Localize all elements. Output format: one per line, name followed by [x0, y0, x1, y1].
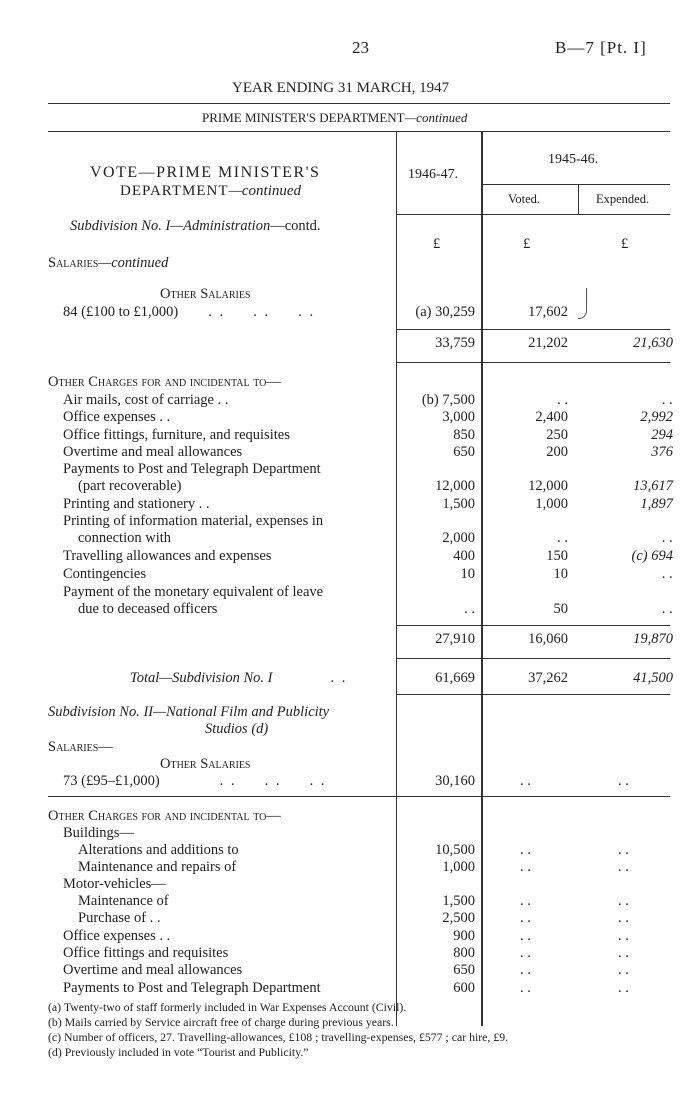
charge-expended: . .: [618, 893, 629, 909]
charge-1946: 2,500: [442, 910, 475, 926]
column-rule-1: [396, 131, 397, 1026]
row-84-1946: (a) 30,259: [415, 304, 475, 320]
charge-1946: (b) 7,500: [421, 392, 475, 408]
charge-expended: . .: [618, 859, 629, 875]
charge-1946: 400: [453, 548, 475, 564]
charge-expended: . .: [618, 945, 629, 961]
column-1945-46: 1945-46.: [548, 152, 599, 167]
pound-sign-voted: £: [523, 236, 531, 252]
footnote: (a) Twenty-two of staff formerly included in War Expenses Account (Civil).: [48, 1000, 407, 1014]
other-charges-total-voted: 16,060: [528, 631, 568, 647]
voted-header-rule: [481, 184, 670, 185]
charge-1946: 3,000: [442, 409, 475, 425]
charge-expended: 2,992: [640, 409, 673, 425]
column-voted: Voted.: [508, 192, 541, 206]
charge-label-cont: due to deceased officers: [78, 601, 218, 617]
column-rule-2: [481, 131, 483, 1026]
charge-voted: . .: [557, 392, 568, 408]
other-charges-total-1946: 27,910: [435, 631, 475, 647]
subdivision-2-title-line1: Subdivision No. II—National Film and Publicity: [48, 704, 330, 720]
charge-voted: 2,400: [535, 409, 568, 425]
charge-expended: 376: [651, 444, 673, 460]
subdivision-2-title-line2: Studios (d): [205, 721, 269, 737]
charge-voted: . .: [520, 842, 531, 858]
salaries-heading: Salaries—continued: [48, 255, 169, 271]
charge-label: Purchase of . .: [78, 910, 161, 926]
charge-expended: . .: [618, 842, 629, 858]
row-73-1946: 30,160: [435, 773, 475, 789]
charge-label: Printing of information material, expenses in: [63, 513, 324, 529]
document-reference: B—7 [Pt. I]: [555, 38, 647, 57]
year-title: YEAR ENDING 31 MARCH, 1947: [232, 80, 450, 96]
salaries-total-1946: 33,759: [435, 335, 475, 351]
header-rule: [48, 103, 670, 104]
charge-1946: 2,000: [442, 530, 475, 546]
charge-1946: 1,500: [442, 496, 475, 512]
salaries-total-expended: 21,630: [633, 335, 673, 351]
footnote: (b) Mails carried by Service aircraft free of charge during previous years.: [48, 1015, 394, 1029]
charge-label: Office fittings and requisites: [63, 945, 229, 961]
charge-1946: 600: [453, 980, 475, 996]
charge-voted: . .: [520, 945, 531, 961]
row-73-expended: . .: [618, 773, 629, 789]
brace: [578, 288, 587, 319]
subdivision-2-salaries: Salaries—: [48, 739, 113, 755]
charge-expended: 13,617: [633, 478, 673, 494]
footnote: (d) Previously included in vote “Tourist and Publicity.”: [48, 1045, 309, 1059]
charge-voted: 250: [546, 427, 568, 443]
subdivision-1-total-expended: 41,500: [633, 670, 673, 686]
motor-vehicles-heading: Motor-vehicles—: [63, 876, 166, 892]
row-84-label: 84 (£100 to £1,000) . . . . . .: [63, 304, 316, 320]
section-rule: [48, 796, 670, 797]
other-charges-total-expended: 19,870: [633, 631, 673, 647]
charge-label: Office expenses . .: [63, 928, 171, 944]
charge-voted: . .: [520, 980, 531, 996]
subdivision-1-total-voted: 37,262: [528, 670, 568, 686]
charge-1946: 850: [453, 427, 475, 443]
charge-1946: 900: [453, 928, 475, 944]
charge-1946: . .: [464, 601, 475, 617]
row-73-label: 73 (£95–£1,000) . . . . . .: [63, 773, 327, 789]
charge-expended: . .: [662, 530, 673, 546]
charge-1946: 10: [460, 566, 475, 582]
charge-voted: 200: [546, 444, 568, 460]
column-expended: Expended.: [596, 192, 650, 206]
salaries-total-rule: [396, 329, 670, 330]
subtotal-rule: [396, 658, 670, 659]
charge-1946: 1,500: [442, 893, 475, 909]
row-73-voted: . .: [520, 773, 531, 789]
buildings-heading: Buildings—: [63, 825, 134, 841]
charge-1946: 650: [453, 444, 475, 460]
charge-voted: 50: [553, 601, 568, 617]
pound-sign-1946: £: [433, 236, 441, 252]
subdivision-1-total-1946: 61,669: [435, 670, 475, 686]
subdivision-1-total-label: Total—Subdivision No. I . .: [130, 670, 348, 686]
charge-expended: . .: [618, 910, 629, 926]
department-title: PRIME MINISTER'S DEPARTMENT—continued: [202, 110, 468, 125]
charge-expended: . .: [618, 928, 629, 944]
charge-label: Contingencies: [63, 566, 146, 582]
charge-label: Alterations and additions to: [78, 842, 239, 858]
charge-label-cont: (part recoverable): [78, 478, 182, 494]
charge-voted: . .: [520, 859, 531, 875]
charge-expended: . .: [662, 392, 673, 408]
subdivision-2-other-salaries: Other Salaries: [160, 756, 251, 772]
charge-label: Maintenance of: [78, 893, 169, 909]
charge-expended: 1,897: [640, 496, 673, 512]
charge-1946: 10,500: [435, 842, 475, 858]
column-header-rule: [396, 214, 670, 215]
charge-voted: . .: [520, 962, 531, 978]
charge-label: Payments to Post and Telegraph Department: [63, 461, 321, 477]
charge-expended: (c) 694: [631, 548, 673, 564]
table-top-rule: [48, 131, 670, 132]
charge-label: Overtime and meal allowances: [63, 444, 243, 460]
charge-1946: 12,000: [435, 478, 475, 494]
charge-1946: 650: [453, 962, 475, 978]
column-1946-47: 1946-47.: [408, 167, 459, 182]
other-charges-total-rule: [396, 625, 670, 626]
charge-label: Payment of the monetary equivalent of leave: [63, 584, 324, 600]
charge-voted: . .: [557, 530, 568, 546]
vote-title-line1: VOTE—PRIME MINISTER'S: [90, 164, 321, 181]
subdivision-2-other-charges: Other Charges for and incidental to—: [48, 808, 281, 824]
row-84-voted: 17,602: [528, 304, 568, 320]
charge-voted: 150: [546, 548, 568, 564]
charge-1946: 1,000: [442, 859, 475, 875]
charge-voted: 12,000: [528, 478, 568, 494]
charge-expended: . .: [662, 601, 673, 617]
charge-label: Payments to Post and Telegraph Department: [63, 980, 321, 996]
footnote: (c) Number of officers, 27. Travelling-allowances, £108 ; travelling-expenses, £577 ; car hire, £9.: [48, 1030, 509, 1044]
charge-voted: . .: [520, 910, 531, 926]
total-rule: [396, 694, 670, 695]
charge-label: Office fittings, furniture, and requisites: [63, 427, 290, 443]
vote-title-line2: DEPARTMENT—continued: [120, 183, 302, 199]
salaries-total-rule-bottom: [396, 362, 670, 363]
charge-label: Office expenses . .: [63, 409, 171, 425]
charge-voted: . .: [520, 893, 531, 909]
charge-label: Maintenance and repairs of: [78, 859, 237, 875]
salaries-total-voted: 21,202: [528, 335, 568, 351]
charge-label: Travelling allowances and expenses: [63, 548, 272, 564]
other-charges-heading: Other Charges for and incidental to—: [48, 374, 281, 390]
charge-label: Air mails, cost of carriage . .: [63, 392, 229, 408]
charge-label: Printing and stationery . .: [63, 496, 210, 512]
charge-expended: . .: [618, 980, 629, 996]
column-rule-3: [578, 184, 579, 214]
other-salaries-heading: Other Salaries: [160, 286, 251, 302]
charge-voted: . .: [520, 928, 531, 944]
charge-voted: 10: [553, 566, 568, 582]
charge-expended: . .: [618, 962, 629, 978]
page-number: 23: [352, 38, 369, 57]
charge-voted: 1,000: [535, 496, 568, 512]
pound-sign-expended: £: [621, 236, 629, 252]
charge-label-cont: connection with: [78, 530, 172, 546]
charge-expended: 294: [651, 427, 673, 443]
charge-expended: . .: [662, 566, 673, 582]
charge-1946: 800: [453, 945, 475, 961]
charge-label: Overtime and meal allowances: [63, 962, 243, 978]
subdivision-1-title: Subdivision No. I—Administration—contd.: [70, 218, 321, 234]
